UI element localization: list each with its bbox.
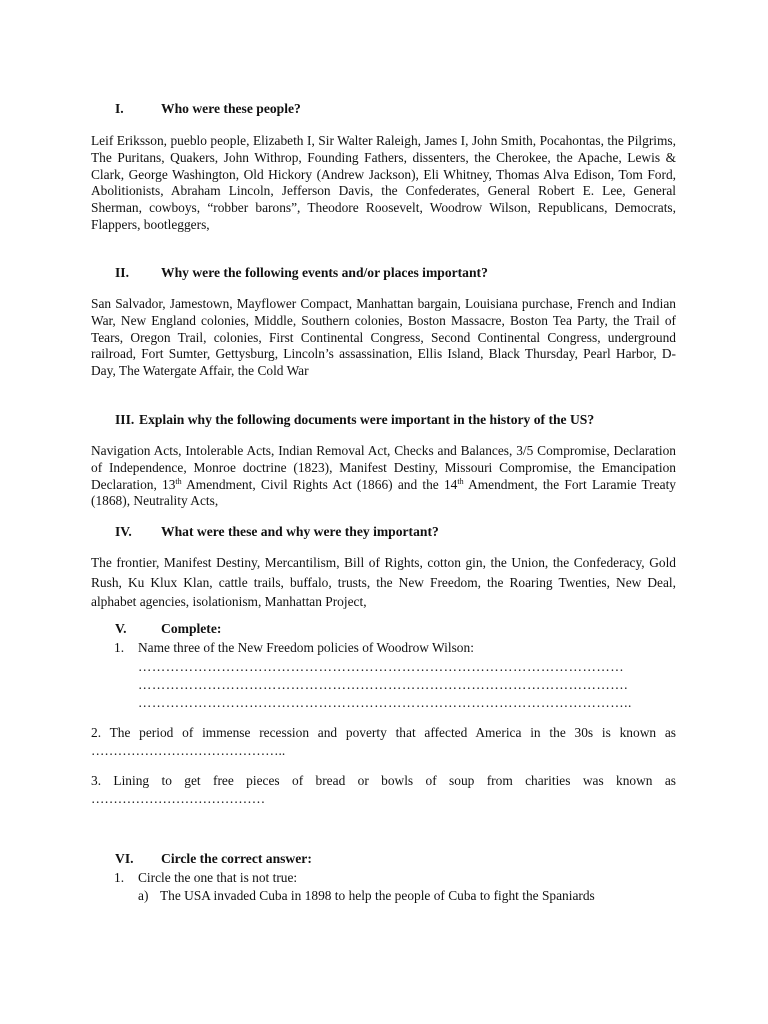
section-title: Complete: [161, 621, 222, 636]
section-title: Why were the following events and/or places important? [161, 265, 488, 280]
section-1-body: Leif Eriksson, pueblo people, Elizabeth I, Sir Walter Raleigh, James I, John Smith, Pocahontas, the Pilgrims, The Puritans, Quakers, John Withrop, Founding Fathers, dissenters, the Cherokee, the Apache, Lewis & Clark, George Washington, Old Hickory (Andrew Jackson), Eli Whitney, Thomas Alva Edison, Tom Ford, Abolitionists, Abraham Lincoln, Jefferson Davis, the Confederates, General Robert E. Lee, General Sherman, cowboys, “robber barons”, Theodore Roosevelt, Woodrow Wilson, Republicans, Democrats, Flappers, bootleggers, [91, 133, 676, 232]
question-text: Circle the one that is not true: [138, 870, 298, 885]
answer-line-3[interactable]: …………………………………………………………………………………………….. [138, 695, 632, 710]
section-number: I. [115, 101, 124, 116]
section-number: II. [115, 265, 129, 280]
section-3-body-part-c: Amendment, the Fort Laramie Treaty (1868), Neutrality Acts, [91, 476, 677, 509]
section-title: Circle the correct answer: [161, 851, 312, 866]
question-number: 1. [114, 870, 125, 885]
section-3-body-part-a: Navigation Acts, Intolerable Acts, Indian Removal Act, Checks and Balances, 3/5 Compromise, Declaration of Independence, Monroe doctrine (1823), Manifest Destiny, Missouri Compromise, the Emancipation Declaration, 13 [91, 443, 676, 492]
section-title: Explain why the following documents were important in the history of the US? [139, 412, 595, 427]
section-2-body: San Salvador, Jamestown, Mayflower Compact, Manhattan bargain, Louisiana purchase, French and Indian War, New England colonies, Middle, Southern colonies, Boston Massacre, Boston Tea Party, the Trail of Tears, Oregon Trail, colonies, First Continental Congress, Second Continental Congress, underground railroad, Fort Sumter, Gettysburg, Lincoln’s assassination, Ellis Island, Black Thursday, Pearl Harbor, D-Day, The Watergate Affair, the Cold War [91, 296, 676, 379]
section-6-heading [115, 851, 312, 868]
section-number: IV. [115, 524, 132, 539]
question-5-3: 3. Lining to get free pieces of bread or bowls of soup from charities was known as [91, 773, 676, 788]
section-number: III. [115, 412, 135, 427]
section-1-heading [115, 101, 301, 118]
answer-line-5-2[interactable]: …………………………………….. [91, 743, 286, 758]
option-text: The USA invaded Cuba in 1898 to help the people of Cuba to fight the Spaniards [160, 888, 595, 903]
section-title: Who were these people? [161, 101, 301, 116]
section-4-heading [115, 524, 439, 541]
answer-line-2[interactable]: ……………………………………………………………………………………………. [138, 677, 629, 692]
section-4-body: The frontier, Manifest Destiny, Mercantilism, Bill of Rights, cotton gin, the Union, the Confederacy, Gold Rush, Ku Klux Klan, cattle trails, buffalo, trusts, the New Freedom, the Roaring Twenties, New Deal, alphabet agencies, isolationism, Manhattan Project, [91, 555, 676, 609]
section-number: VI. [115, 851, 134, 866]
option-a[interactable] [138, 888, 698, 905]
question-text: Name three of the New Freedom policies of Woodrow Wilson: [138, 640, 474, 655]
superscript-th: th [457, 476, 464, 486]
section-2-heading [115, 265, 488, 282]
question-5-2: 2. The period of immense recession and poverty that affected America in the 30s is known as [91, 725, 676, 740]
superscript-th: th [175, 476, 182, 486]
section-3-heading [115, 412, 594, 429]
question-6-1 [114, 870, 684, 887]
option-letter: a) [138, 888, 149, 903]
question-5-1 [114, 640, 684, 657]
answer-line-5-3[interactable]: ………………………………… [91, 791, 266, 806]
section-number: V. [115, 621, 127, 636]
section-title: What were these and why were they important? [161, 524, 439, 539]
question-number: 1. [114, 640, 125, 655]
section-3-body-part-b: Amendment, Civil Rights Act (1866) and the 14 [181, 476, 458, 492]
answer-line-1[interactable]: …………………………………………………………………………………………… [138, 659, 625, 674]
section-3-body [91, 443, 676, 510]
section-5-heading [115, 621, 221, 638]
